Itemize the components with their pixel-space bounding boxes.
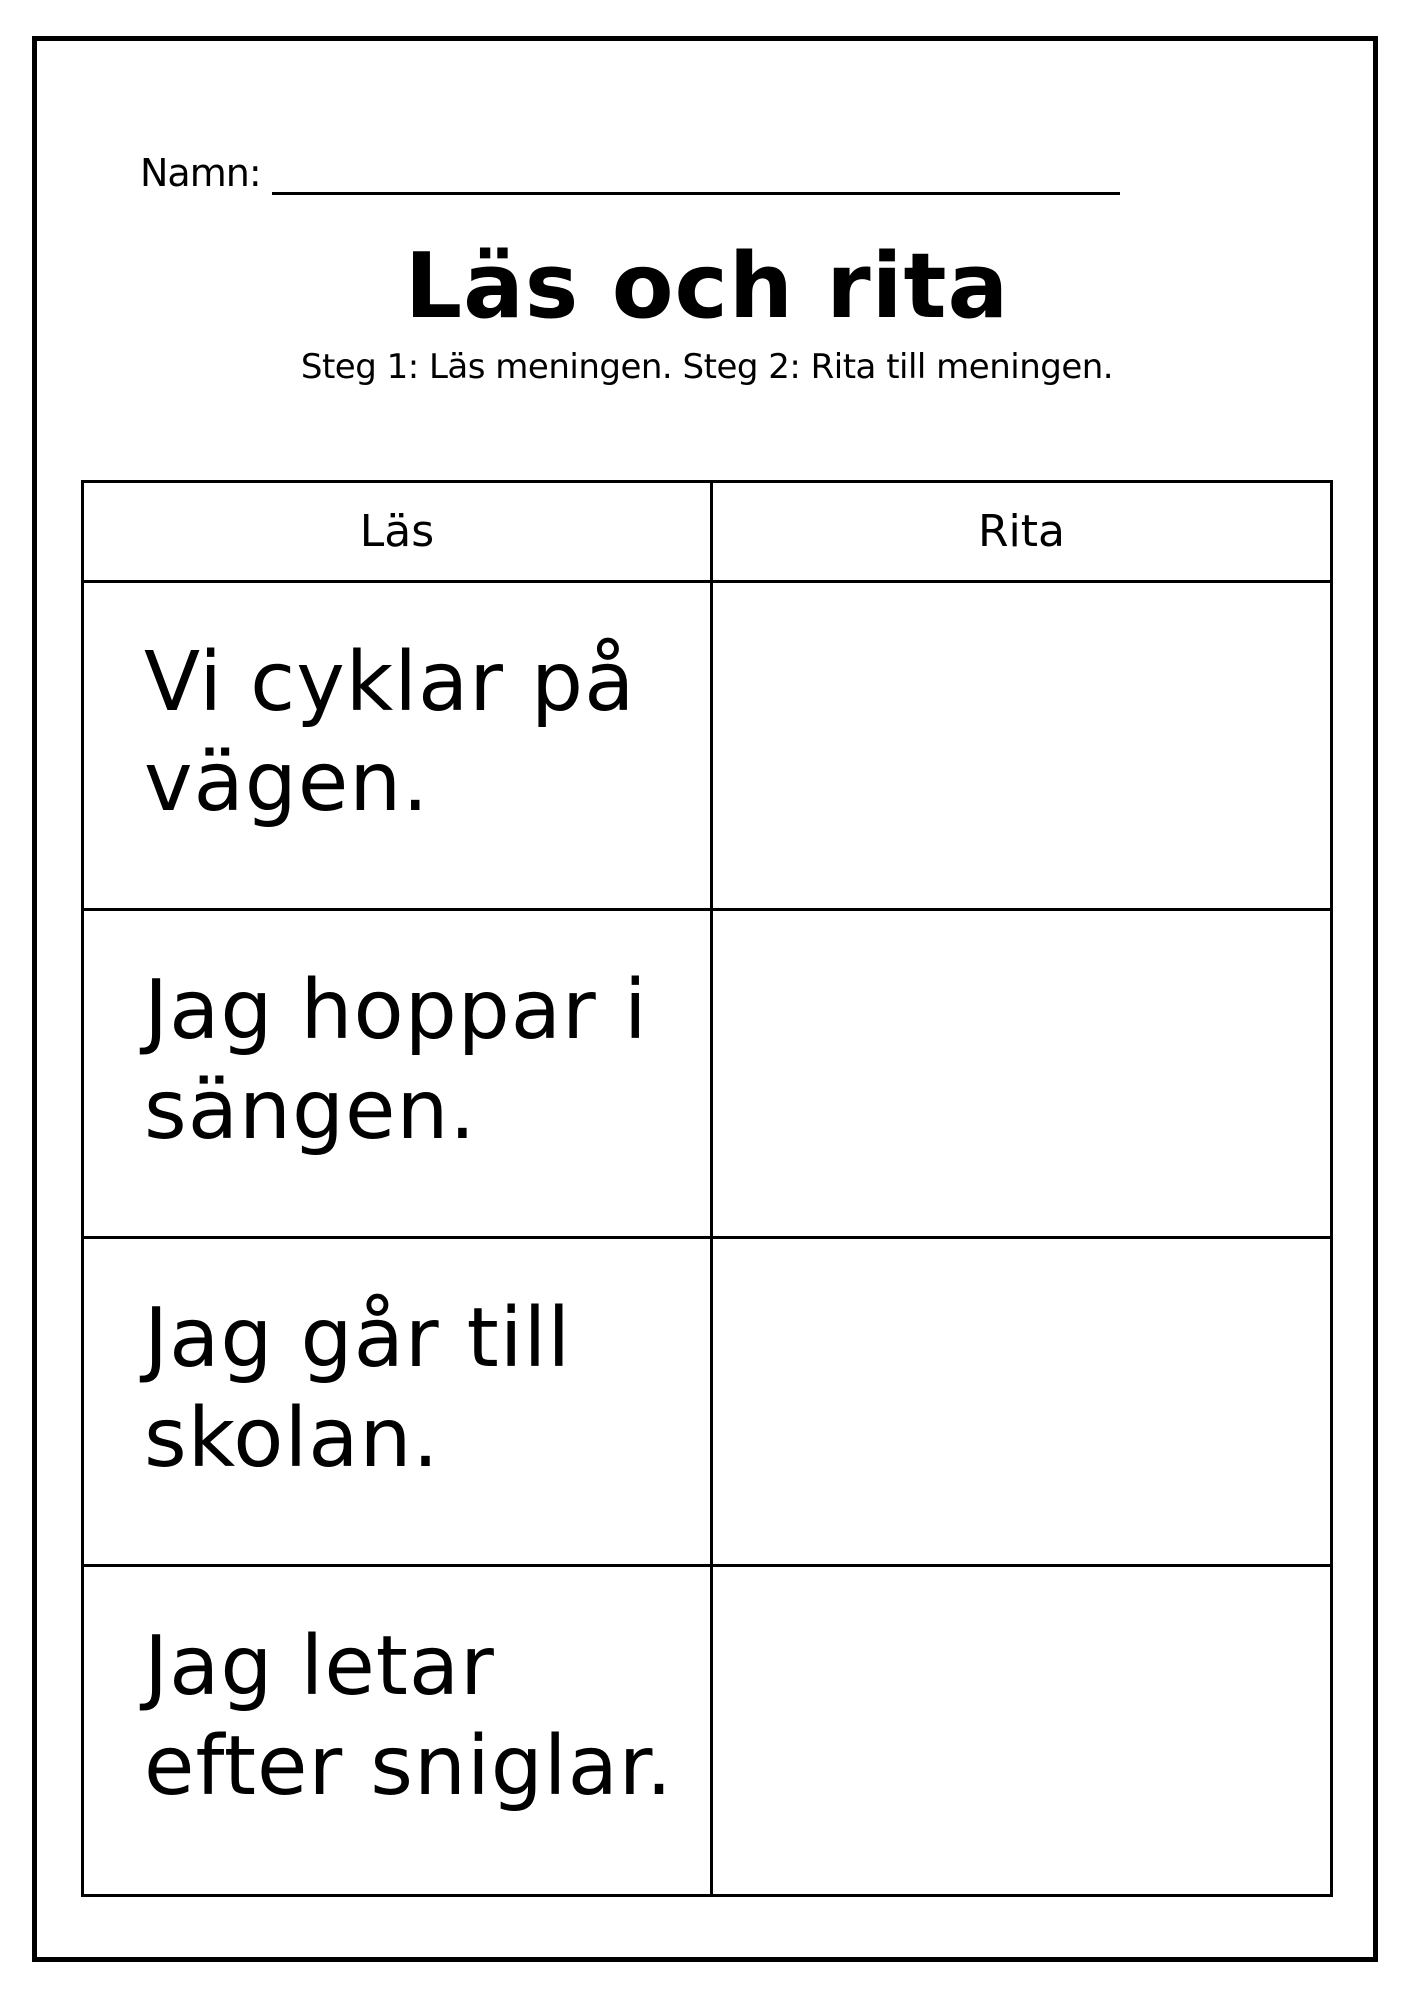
draw-box-1[interactable] xyxy=(713,583,1330,908)
sentence-4: Jag letar efter sniglar. xyxy=(144,1619,674,1814)
name-input-line[interactable] xyxy=(272,192,1120,195)
read-draw-table xyxy=(81,480,1333,1897)
worksheet-title: Läs och rita xyxy=(404,234,1010,339)
draw-box-4[interactable] xyxy=(713,1567,1330,1894)
sentence-1: Vi cyklar på vägen. xyxy=(144,635,636,830)
name-row xyxy=(140,148,1120,198)
name-label: Namn: xyxy=(140,151,261,195)
sentence-3: Jag går till skolan. xyxy=(144,1291,572,1486)
worksheet-instructions: Steg 1: Läs meningen. Steg 2: Rita till meningen. xyxy=(300,347,1114,387)
draw-box-2[interactable] xyxy=(713,911,1330,1236)
column-header-read: Läs xyxy=(359,506,435,557)
draw-box-3[interactable] xyxy=(713,1239,1330,1564)
column-header-draw: Rita xyxy=(977,506,1065,557)
sentence-2: Jag hoppar i sängen. xyxy=(144,963,648,1158)
